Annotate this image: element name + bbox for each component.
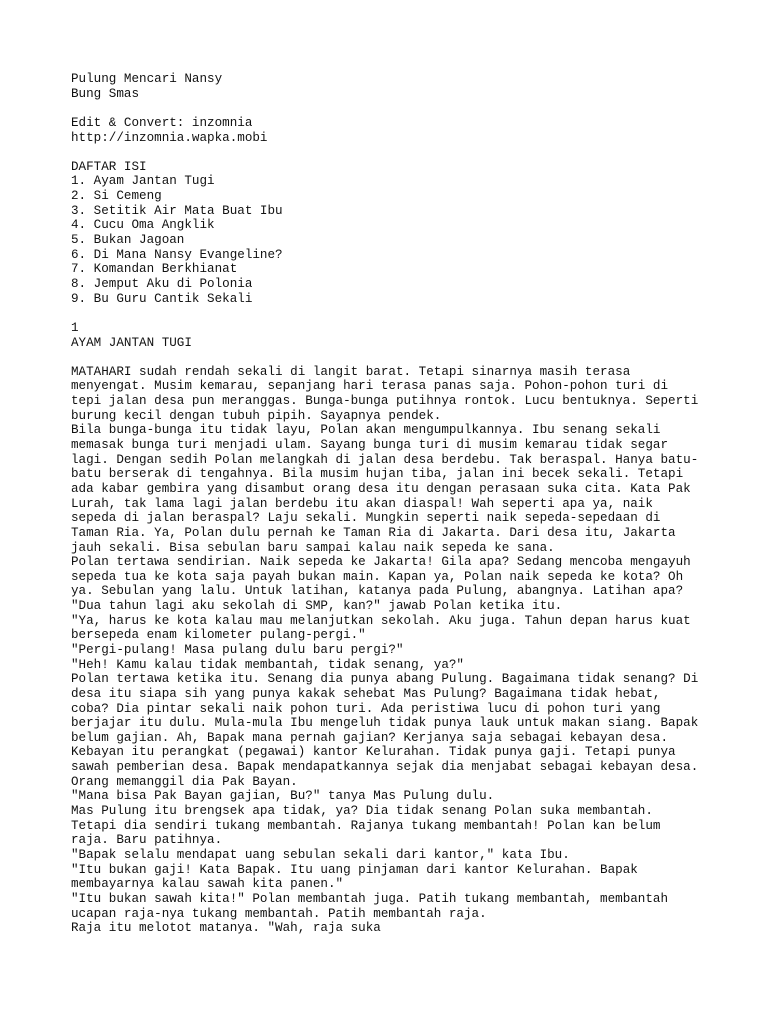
body-line: Bila bunga-bunga itu tidak layu, Polan akan mengumpulkannya. Ibu senang sekali — [71, 423, 661, 438]
chapter-body — [71, 365, 711, 936]
body-line: raja. Baru patihnya. — [71, 833, 223, 848]
document-page — [71, 72, 711, 936]
body-line: menyengat. Musim kemarau, sepanjang hari terasa panas saja. Pohon-pohon turi di — [71, 379, 669, 394]
chapter-number: 1 — [71, 320, 79, 335]
body-line: coba? Dia pintar sekali naik pohon turi. Ada peristiwa lucu di pohon turi yang — [71, 701, 661, 716]
body-line: Polan tertawa ketika itu. Senang dia punya abang Pulung. Bagaimana tidak senang? Di — [71, 672, 699, 687]
body-line: MATAHARI sudah rendah sekali di langit barat. Tetapi sinarnya masih terasa — [71, 364, 631, 379]
body-line: Tetapi dia sendiri tukang membantah. Rajanya tukang membantah! Polan kan belum — [71, 818, 661, 833]
body-line: burung kecil dengan tubuh pipih. Sayapnya pendek. — [71, 408, 442, 423]
edit-credit: Edit & Convert: inzomnia — [71, 115, 253, 130]
body-line: "Heh! Kamu kalau tidak membantah, tidak senang, ya?" — [71, 657, 464, 672]
book-author: Bung Smas — [71, 86, 140, 101]
body-line: sawah pemberian desa. Bapak mendapatkannya sejak dia menjabat sebagai kebayan desa. — [71, 760, 699, 775]
body-line: Raja itu melotot matanya. "Wah, raja suka — [71, 921, 381, 936]
body-line: Mas Pulung itu brengsek apa tidak, ya? Dia tidak senang Polan suka membantah. — [71, 804, 653, 819]
body-line: memasak bunga turi menjadi ulam. Sayang bunga turi di musim kemarau tidak segar — [71, 438, 669, 453]
body-line: ya. Sebulan yang lalu. Untuk latihan, katanya pada Pulung, abangnya. Latihan apa? — [71, 584, 684, 599]
body-line: lagi. Dengan sedih Polan melangkah di jalan desa berdebu. Tak beraspal. Hanya batu- — [71, 452, 699, 467]
body-line: Orang memanggil dia Pak Bayan. — [71, 774, 298, 789]
toc-item: 6. Di Mana Nansy Evangeline? — [71, 247, 283, 262]
body-line: "Dua tahun lagi aku sekolah di SMP, kan?" jawab Polan ketika itu. — [71, 599, 563, 614]
body-line: "Ya, harus ke kota kalau mau melanjutkan sekolah. Aku juga. Tahun depan harus kuat — [71, 613, 691, 628]
spacer — [71, 145, 711, 160]
body-line: Polan tertawa sendirian. Naik sepeda ke Jakarta! Gila apa? Sedang mencoba mengayuh — [71, 555, 691, 570]
body-line: "Mana bisa Pak Bayan gajian, Bu?" tanya Mas Pulung dulu. — [71, 789, 495, 804]
body-line: membayarnya kalau sawah kita panen." — [71, 877, 344, 892]
toc-item: 2. Si Cemeng — [71, 189, 162, 204]
body-line: jauh sekali. Bisa sebulan baru sampai kalau naik sepeda ke sana. — [71, 540, 555, 555]
toc-item: 8. Jemput Aku di Polonia — [71, 276, 253, 291]
body-line: batu berserak di tengahnya. Bila musim hujan tiba, jalan ini becek sekali. Tetapi — [71, 467, 684, 482]
chapter-title: AYAM JANTAN TUGI — [71, 335, 192, 350]
spacer — [71, 101, 711, 116]
body-line: "Pergi-pulang! Masa pulang dulu baru pergi?" — [71, 642, 404, 657]
body-line: "Itu bukan gaji! Kata Bapak. Itu uang pinjaman dari kantor Kelurahan. Bapak — [71, 862, 638, 877]
source-url: http://inzomnia.wapka.mobi — [71, 130, 268, 145]
body-line: bersepeda enam kilometer pulang-pergi." — [71, 628, 366, 643]
toc-item: 3. Setitik Air Mata Buat Ibu — [71, 203, 283, 218]
body-line: Taman Ria. Ya, Polan dulu pernah ke Taman Ria di Jakarta. Dari desa itu, Jakarta — [71, 525, 676, 540]
book-title: Pulung Mencari Nansy — [71, 72, 223, 86]
body-line: sepeda di jalan beraspal? Laju sekali. Mungkin seperti naik sepeda-sepedaan di — [71, 511, 661, 526]
body-line: Kebayan itu perangkat (pegawai) kantor Kelurahan. Tidak punya gaji. Tetapi punya — [71, 745, 676, 760]
spacer — [71, 306, 711, 321]
body-line: ada kabar gembira yang disambut orang desa itu dengan perasaan suka cita. Kata Pak — [71, 481, 691, 496]
body-line: berjajar itu dulu. Mula-mula Ibu mengeluh tidak punya lauk untuk makan siang. Bapak — [71, 716, 699, 731]
body-line: Lurah, tak lama lagi jalan berdebu itu akan diaspal! Wah seperti apa ya, naik — [71, 496, 653, 511]
toc-heading: DAFTAR ISI — [71, 159, 147, 174]
body-line: ucapan raja-nya tukang membantah. Patih membantah raja. — [71, 906, 487, 921]
body-line: belum gajian. Ah, Bapak mana pernah gajian? Kerjanya saja sebagai kebayan desa. — [71, 730, 669, 745]
body-line: sepeda tua ke kota saja payah bukan main. Kapan ya, Polan naik sepeda ke kota? Oh — [71, 569, 684, 584]
toc-item: 7. Komandan Berkhianat — [71, 262, 238, 277]
body-line: "Bapak selalu mendapat uang sebulan sekali dari kantor," kata Ibu. — [71, 847, 570, 862]
body-line: desa itu siapa sih yang punya kakak sehebat Mas Pulung? Bagaimana tidak hebat, — [71, 686, 661, 701]
toc-item: 9. Bu Guru Cantik Sekali — [71, 291, 253, 306]
toc-item: 1. Ayam Jantan Tugi — [71, 174, 215, 189]
body-line: "Itu bukan sawah kita!" Polan membantah juga. Patih tukang membantah, membantah — [71, 891, 669, 906]
toc-item: 4. Cucu Oma Angklik — [71, 218, 215, 233]
toc-item: 5. Bukan Jagoan — [71, 233, 185, 248]
body-line: tepi jalan desa pun meranggas. Bunga-bunga putihnya rontok. Lucu bentuknya. Seperti — [71, 394, 699, 409]
spacer — [71, 350, 711, 365]
